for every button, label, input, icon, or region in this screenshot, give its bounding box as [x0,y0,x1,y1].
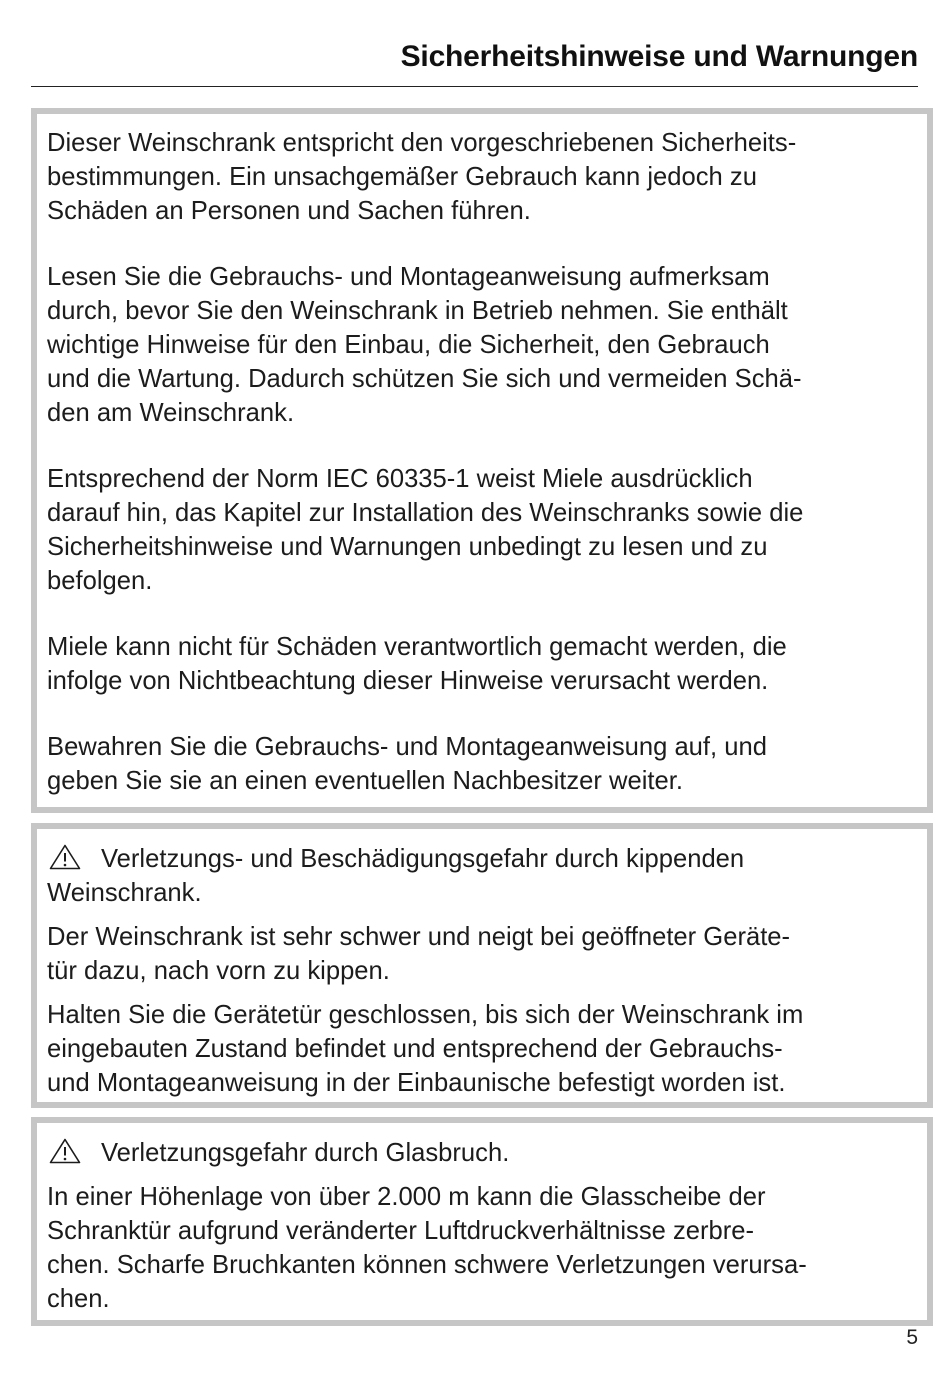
text-line: Lesen Sie die Gebrauchs- und Montageanweisung aufmerksam [47,263,770,291]
text-line: In einer Höhenlage von über 2.000 m kann die Glasscheibe der [47,1183,766,1211]
text-line: chen. Scharfe Bruchkanten können schwere Verletzungen verursa- [47,1251,807,1279]
warning-paragraph [47,998,923,1100]
warning-heading [47,842,923,910]
intro-paragraph-4 [47,630,923,698]
text-line: Entsprechend der Norm IEC 60335-1 weist Miele ausdrücklich [47,465,753,493]
text-line: Der Weinschrank ist sehr schwer und neigt bei geöffneter Geräte- [47,923,791,951]
text-line: Halten Sie die Gerätetür geschlossen, bis sich der Weinschrank im [47,1001,804,1029]
intro-paragraph-2 [47,260,923,430]
warning-triangle-icon [49,1138,81,1164]
text-line: Schranktür aufgrund veränderter Luftdruckverhältnisse zerbre- [47,1217,755,1245]
page-number: 5 [906,1326,918,1349]
intro-box [31,108,933,813]
text-line: tür dazu, nach vorn zu kippen. [47,957,390,985]
text-line: den am Weinschrank. [47,399,295,427]
text-line: und Montageanweisung in der Einbaunische befestigt worden ist. [47,1069,786,1097]
intro-paragraph-5 [47,730,923,798]
text-line: eingebauten Zustand befindet und entsprechend der Gebrauchs- [47,1035,783,1063]
text-line: infolge von Nichtbeachtung dieser Hinweise verursacht werden. [47,667,769,695]
text-line: durch, bevor Sie den Weinschrank in Betrieb nehmen. Sie enthält [47,297,788,325]
text-line: darauf hin, das Kapitel zur Installation des Weinschranks sowie die [47,499,804,527]
text-line: chen. [47,1285,110,1313]
text-line: Miele kann nicht für Schäden verantwortlich gemacht werden, die [47,633,787,661]
text-line: befolgen. [47,567,153,595]
intro-paragraph-1 [47,126,923,228]
warning-box-glass [31,1117,933,1326]
warning-heading-text: Verletzungs- und Beschädigungsgefahr durch kippenden [101,845,745,873]
intro-paragraph-3 [47,462,923,598]
text-line: Sicherheitshinweise und Warnungen unbedingt zu lesen und zu [47,533,768,561]
text-line [47,842,923,876]
text-line: geben Sie sie an einen eventuellen Nachbesitzer weiter. [47,767,683,795]
text-line: Dieser Weinschrank entspricht den vorgeschriebenen Sicherheits- [47,129,797,157]
warning-paragraph [47,920,923,988]
page-title: Sicherheitshinweise und Warnungen [400,40,918,73]
warning-box-tipping [31,823,933,1108]
warning-paragraph [47,1180,923,1316]
text-line [47,1136,923,1170]
text-line: Schäden an Personen und Sachen führen. [47,197,531,225]
text-line: und die Wartung. Dadurch schützen Sie sich und vermeiden Schä- [47,365,802,393]
text-line: Bewahren Sie die Gebrauchs- und Montageanweisung auf, und [47,733,767,761]
text-line: bestimmungen. Ein unsachgemäßer Gebrauch kann jedoch zu [47,163,757,191]
text-line: Weinschrank. [47,879,202,907]
warning-heading-text: Verletzungsgefahr durch Glasbruch. [101,1139,510,1167]
warning-heading [47,1136,923,1170]
warning-triangle-icon [49,844,81,870]
page-header [31,38,918,87]
text-line: wichtige Hinweise für den Einbau, die Sicherheit, den Gebrauch [47,331,770,359]
